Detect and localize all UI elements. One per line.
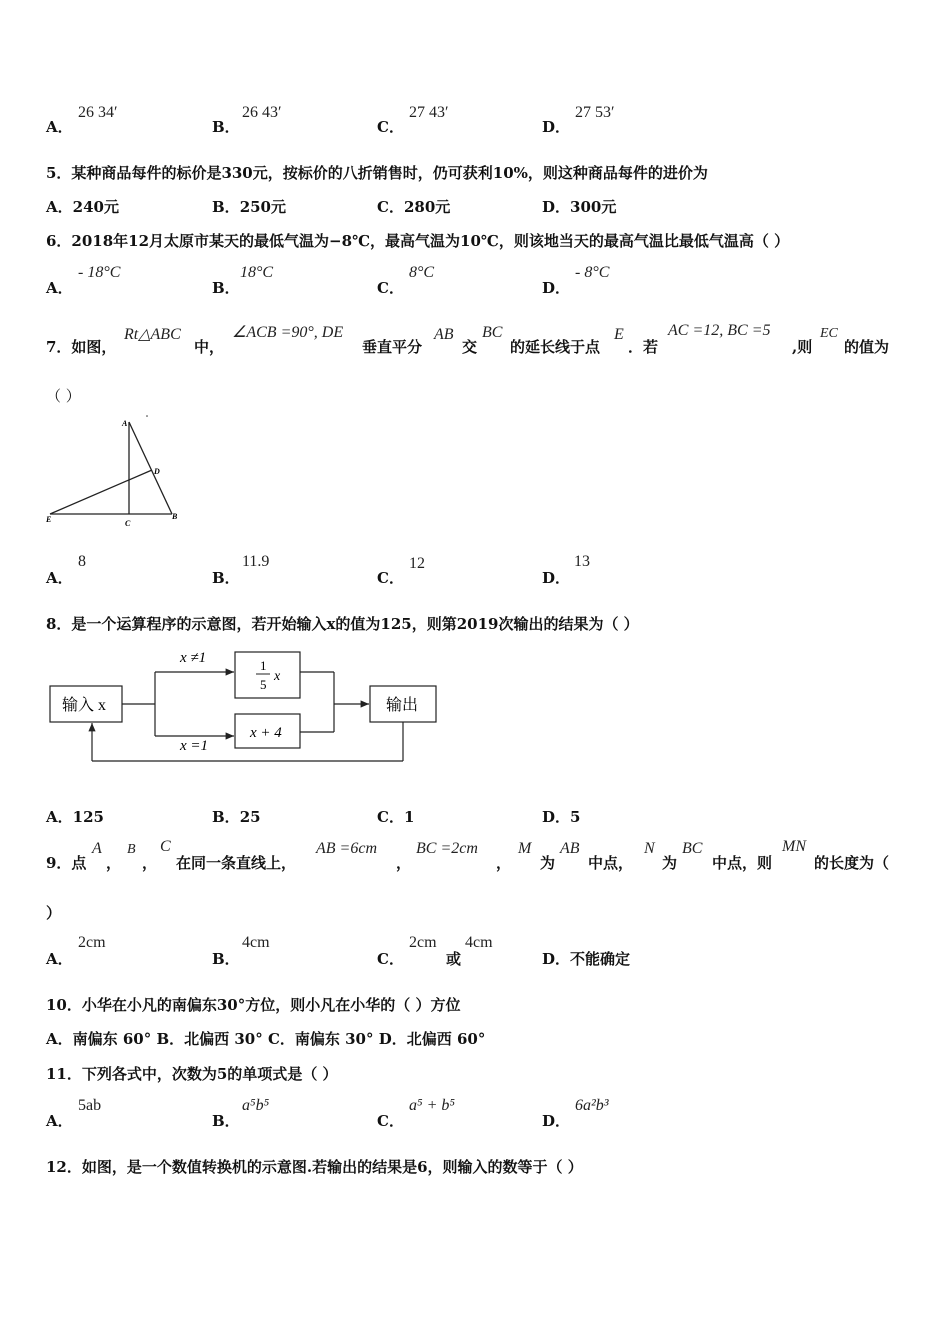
q9-math-ab: AB =6cm <box>316 840 377 857</box>
q7-triangle-figure <box>40 412 190 532</box>
q11-option-b: B． <box>212 1112 240 1130</box>
q4-option-b-value: 26 43′ <box>242 104 282 121</box>
q9-option-c-value: 2cm <box>409 934 437 951</box>
q6-option-a: A． <box>46 279 73 297</box>
q7-text-2: 垂直平分 <box>362 338 423 356</box>
q9-text-1: 在同一条直线上， <box>176 854 297 872</box>
q8-fraction-var: x <box>274 669 281 684</box>
q7-option-b: B． <box>212 569 240 587</box>
q8-fraction-den: 5 <box>260 677 267 692</box>
q7-text-5: ．若 <box>628 338 659 356</box>
q7-option-c-value: 12 <box>409 555 425 572</box>
q8-flowchart <box>40 640 450 770</box>
q9-lead: 9．点 <box>46 854 87 872</box>
q9-option-a-value: 2cm <box>78 934 106 951</box>
q9-text-4: 为 <box>662 854 678 872</box>
q11-option-c-value: a⁵ + b⁵ <box>409 1097 455 1114</box>
q6-stem: 6．2018年12月太原市某天的最低气温为−8℃，最高气温为10℃，则该地当天的最高气温比最低气温高（ ） <box>46 232 790 250</box>
q7-option-a: A． <box>46 569 73 587</box>
q7-math-ab: AB <box>434 326 454 343</box>
q12-stem: 12．如图，是一个数值转换机的示意图.若输出的结果是6，则输入的数等于（ ） <box>46 1158 583 1176</box>
q8-cond-bottom: x =1 <box>180 738 209 754</box>
q7-label-d: D <box>154 467 160 476</box>
q7-text-1: 中， <box>194 338 225 356</box>
q9-seg-ab: AB <box>560 840 580 857</box>
q6-option-c: C． <box>377 279 404 297</box>
q9-text-2: 为 <box>540 854 556 872</box>
q11-option-c: C． <box>377 1112 404 1130</box>
q7-math-e: E <box>614 326 624 343</box>
q7-text-6: ,则 <box>792 338 813 356</box>
q8-add-box: x + 4 <box>250 725 282 741</box>
q7-text-3: 交 <box>462 338 478 356</box>
q11-option-d-value: 6a²b³ <box>575 1097 609 1114</box>
q9-point-c: C <box>160 838 171 855</box>
q7-option-a-value: 8 <box>78 553 86 570</box>
q9-sep-1: ， <box>106 854 122 872</box>
q11-option-b-value: a⁵b⁵ <box>242 1097 270 1114</box>
q7-answer-paren: （ ） <box>46 387 81 405</box>
q9-sep-4: ， <box>496 854 512 872</box>
q9-math-bc: BC =2cm <box>416 840 478 857</box>
q5-option-c: C．280元 <box>377 198 451 216</box>
q9-sep-3: ， <box>396 854 412 872</box>
q9-option-c: C． <box>377 950 404 968</box>
q11-option-a-value: 5ab <box>78 1097 102 1114</box>
q8-option-a: A．125 <box>46 808 104 826</box>
q6-option-c-value: 8°C <box>409 264 435 281</box>
q9-option-b-value: 4cm <box>242 934 270 951</box>
q7-math-values: AC =12, BC =5 <box>668 322 771 339</box>
q9-seg-mn: MN <box>782 838 806 855</box>
q4-option-d: D． <box>542 118 571 136</box>
q6-option-d: D． <box>542 279 571 297</box>
q9-option-d: D．不能确定 <box>542 950 631 968</box>
q9-text-5: 中点，则 <box>712 854 773 872</box>
q7-label-c: C <box>125 519 131 528</box>
q7-option-b-value: 11.9 <box>242 553 270 570</box>
q7-label-e: E <box>46 515 52 524</box>
q7-math-ec: EC <box>820 326 838 341</box>
q10-options: A．南偏东 60° B．北偏西 30° C．南偏东 30° D．北偏西 60° <box>46 1030 486 1048</box>
q9-tail: ） <box>46 904 62 922</box>
q7-text-4: 的延长线于点 <box>510 338 601 356</box>
q4-option-d-value: 27 53′ <box>575 104 615 121</box>
q7-option-c: C． <box>377 569 404 587</box>
q9-option-b: B． <box>212 950 240 968</box>
q5-stem: 5．某种商品每件的标价是330元，按标价的八折销售时，仍可获利10%，则这种商品每件的进价为 <box>46 164 708 182</box>
q7-option-d-value: 13 <box>574 553 590 570</box>
q4-option-a-value: 26 34′ <box>78 104 118 121</box>
q9-seg-bc: BC <box>682 840 703 857</box>
q10-stem: 10．小华在小凡的南偏东30°方位，则小凡在小华的（ ）方位 <box>46 996 461 1014</box>
q11-option-d: D． <box>542 1112 571 1130</box>
q8-cond-top: x ≠1 <box>180 650 207 666</box>
q8-fraction-num: 1 <box>260 658 267 673</box>
q7-label-b: B <box>172 512 178 521</box>
q7-math-triangle: Rt△ABC <box>124 326 181 343</box>
q8-output-box: 输出 <box>386 697 419 714</box>
q8-stem: 8．是一个运算程序的示意图，若开始输入x的值为125，则第2019次输出的结果为（ ） <box>46 615 639 633</box>
q9-option-a: A． <box>46 950 73 968</box>
q4-option-a: A． <box>46 118 73 136</box>
q9-point-n: N <box>644 840 655 857</box>
q7-label-a: A <box>122 419 128 428</box>
q4-option-c: C． <box>377 118 404 136</box>
q4-option-b: B． <box>212 118 240 136</box>
q9-point-a: A <box>92 840 102 857</box>
q9-text-6: 的长度为（ <box>814 854 890 872</box>
q8-option-b: B．25 <box>212 808 261 826</box>
q7-lead: 7．如图， <box>46 338 117 356</box>
q9-text-3: 中点， <box>588 854 634 872</box>
q9-point-m: M <box>518 840 532 857</box>
q5-option-d: D．300元 <box>542 198 617 216</box>
q7-math-bc: BC <box>482 324 503 341</box>
q6-option-d-value: - 8°C <box>575 264 610 281</box>
q4-option-c-value: 27 43′ <box>409 104 449 121</box>
q6-option-a-value: - 18°C <box>78 264 121 281</box>
q5-option-b: B．250元 <box>212 198 286 216</box>
q6-option-b: B． <box>212 279 240 297</box>
q9-option-c-value2: 4cm <box>465 934 493 951</box>
q11-option-a: A． <box>46 1112 73 1130</box>
q6-option-b-value: 18°C <box>240 264 274 281</box>
q7-text-7: 的值为 <box>844 338 890 356</box>
q8-input-box: 输入 x <box>62 697 107 714</box>
q9-option-c-or: 或 <box>446 950 462 968</box>
q8-option-d: D．5 <box>542 808 581 826</box>
q9-point-b: B <box>127 842 136 857</box>
q5-option-a: A．240元 <box>46 198 119 216</box>
q9-sep-2: ， <box>142 854 158 872</box>
q7-math-angle: ∠ACB =90°, DE <box>232 324 344 341</box>
q11-stem: 11．下列各式中，次数为5的单项式是（ ） <box>46 1065 338 1083</box>
q8-option-c: C．1 <box>377 808 415 826</box>
q7-option-d: D． <box>542 569 571 587</box>
